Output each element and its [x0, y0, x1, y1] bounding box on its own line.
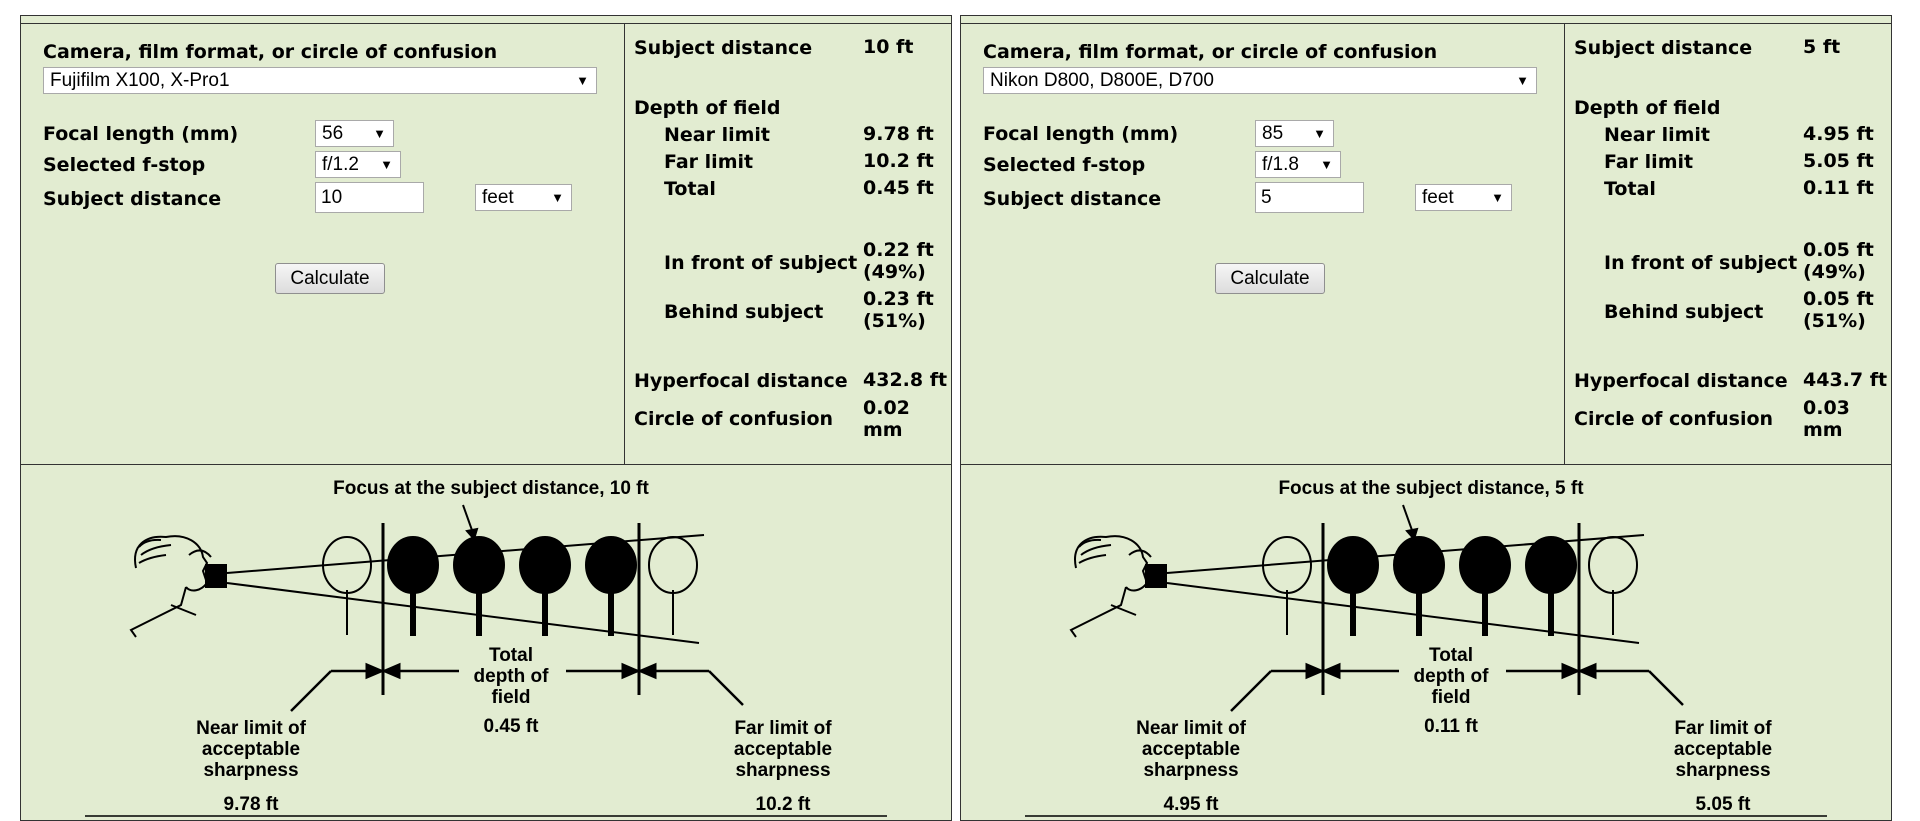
chevron-down-icon: ▼: [1516, 73, 1529, 88]
camera-label: Camera, film format, or circle of confusion: [43, 41, 498, 63]
distance-unit-select[interactable]: [1415, 184, 1512, 211]
total-label: Total: [664, 178, 716, 200]
result-subject-distance-label: Subject distance: [634, 37, 813, 59]
chevron-down-icon: ▼: [576, 73, 589, 88]
fstop-value: f/1.8: [1262, 154, 1299, 175]
subject-distance-label: Subject distance: [43, 188, 222, 210]
hyperfocal-label: Hyperfocal distance: [634, 370, 848, 392]
total-dof-line3: field: [1431, 687, 1471, 708]
focus-caption: Focus at the subject distance, 10 ft: [333, 478, 649, 499]
dof-calculator-left: [20, 15, 952, 821]
hyperfocal-value: 443.7 ft: [1803, 369, 1888, 391]
distance-unit-value: feet: [482, 187, 514, 208]
near-limit-diagram-value: 9.78 ft: [223, 794, 279, 815]
dof-diagram: [21, 465, 951, 821]
far-limit-diagram-value: 5.05 ft: [1695, 794, 1751, 815]
total-dof-line3: field: [491, 687, 531, 708]
near-limit-diagram-value: 4.95 ft: [1163, 794, 1219, 815]
dof-calculator-right: [960, 15, 1892, 821]
focus-arrow: [463, 505, 477, 539]
in-front-label: In front of subject: [664, 252, 858, 274]
chevron-down-icon: ▼: [1320, 157, 1333, 172]
far-limit-line2: acceptable: [1673, 739, 1773, 760]
near-limit-value: 4.95 ft: [1803, 123, 1874, 145]
focal-length-select[interactable]: [1255, 120, 1334, 147]
fstop-value: f/1.2: [322, 154, 359, 175]
total-dof-value: 0.11 ft: [1424, 716, 1478, 737]
far-limit-line1: Far limit of: [1674, 718, 1772, 739]
camera-select-value: Nikon D800, D800E, D700: [990, 70, 1214, 91]
coc-value: 0.03: [1803, 397, 1850, 419]
coc-unit: mm: [863, 419, 903, 441]
coc-label: Circle of confusion: [634, 408, 834, 430]
total-value: 0.11 ft: [1803, 177, 1874, 199]
chevron-down-icon: ▼: [1491, 190, 1504, 205]
subject-distance-label: Subject distance: [983, 188, 1162, 210]
near-limit-line1: Near limit of: [196, 718, 306, 739]
chevron-down-icon: ▼: [380, 157, 393, 172]
behind-label: Behind subject: [664, 301, 824, 323]
fstop-select[interactable]: [315, 151, 401, 178]
fstop-label: Selected f-stop: [983, 154, 1146, 176]
behind-percent: (51%): [863, 310, 926, 332]
camera-label: Camera, film format, or circle of confusion: [983, 41, 1438, 63]
far-limit-label: Far limit: [664, 151, 754, 173]
camera-select[interactable]: [983, 67, 1537, 94]
coc-label: Circle of confusion: [1574, 408, 1774, 430]
calculate-button[interactable]: Calculate: [1215, 263, 1325, 294]
distance-unit-value: feet: [1422, 187, 1454, 208]
trees: [323, 537, 697, 635]
chevron-down-icon: ▼: [373, 126, 386, 141]
behind-value: 0.05 ft: [1803, 288, 1874, 310]
far-limit-line1: Far limit of: [734, 718, 832, 739]
result-subject-distance-value: 5 ft: [1803, 36, 1841, 58]
far-limit-line3: sharpness: [1675, 760, 1771, 781]
coc-unit: mm: [1803, 419, 1843, 441]
focal-length-value: 56: [322, 123, 344, 144]
fstop-label: Selected f-stop: [43, 154, 206, 176]
subject-distance-input[interactable]: 10: [315, 182, 424, 213]
behind-label: Behind subject: [1604, 301, 1764, 323]
near-limit-label: Near limit: [664, 124, 771, 146]
total-dof-line1: Total: [489, 645, 533, 666]
camera-select[interactable]: [43, 67, 597, 94]
in-front-value: 0.05 ft: [1803, 239, 1874, 261]
far-limit-line3: sharpness: [735, 760, 831, 781]
in-front-percent: (49%): [1803, 261, 1866, 283]
behind-value: 0.23 ft: [863, 288, 934, 310]
dof-diagram: [961, 465, 1891, 821]
photographer-icon: [1071, 536, 1166, 637]
subject-distance-input[interactable]: 5: [1255, 182, 1364, 213]
near-limit-line1: Near limit of: [1136, 718, 1246, 739]
dof-heading: Depth of field: [1574, 97, 1721, 119]
far-limit-line2: acceptable: [733, 739, 833, 760]
near-limit-line2: acceptable: [201, 739, 301, 760]
result-subject-distance-label: Subject distance: [1574, 37, 1753, 59]
far-limit-value: 5.05 ft: [1803, 150, 1874, 172]
hyperfocal-label: Hyperfocal distance: [1574, 370, 1788, 392]
photographer-icon: [131, 536, 226, 637]
result-subject-distance-value: 10 ft: [863, 36, 914, 58]
total-value: 0.45 ft: [863, 177, 934, 199]
total-dof-line2: depth of: [473, 666, 549, 687]
near-limit-line2: acceptable: [1141, 739, 1241, 760]
fstop-select[interactable]: [1255, 151, 1341, 178]
in-front-value: 0.22 ft: [863, 239, 934, 261]
far-limit-diagram-value: 10.2 ft: [755, 794, 811, 815]
focal-length-select[interactable]: [315, 120, 394, 147]
focus-caption: Focus at the subject distance, 5 ft: [1278, 478, 1584, 499]
focus-arrow: [1403, 505, 1417, 539]
near-limit-line3: sharpness: [203, 760, 299, 781]
hyperfocal-value: 432.8 ft: [863, 369, 948, 391]
chevron-down-icon: ▼: [1313, 126, 1326, 141]
chevron-down-icon: ▼: [551, 190, 564, 205]
far-limit-label: Far limit: [1604, 151, 1694, 173]
focal-length-label: Focal length (mm): [983, 123, 1179, 145]
total-dof-line2: depth of: [1413, 666, 1489, 687]
in-front-percent: (49%): [863, 261, 926, 283]
calculate-button[interactable]: Calculate: [275, 263, 385, 294]
near-limit-line3: sharpness: [1143, 760, 1239, 781]
far-limit-value: 10.2 ft: [863, 150, 934, 172]
total-label: Total: [1604, 178, 1656, 200]
dof-heading: Depth of field: [634, 97, 781, 119]
near-limit-label: Near limit: [1604, 124, 1711, 146]
in-front-label: In front of subject: [1604, 252, 1798, 274]
focal-length-label: Focal length (mm): [43, 123, 239, 145]
total-dof-line1: Total: [1429, 645, 1473, 666]
distance-unit-select[interactable]: [475, 184, 572, 211]
total-dof-value: 0.45 ft: [483, 716, 539, 737]
camera-select-value: Fujifilm X100, X-Pro1: [50, 70, 230, 91]
trees: [1263, 537, 1637, 635]
focal-length-value: 85: [1262, 123, 1284, 144]
behind-percent: (51%): [1803, 310, 1866, 332]
near-limit-value: 9.78 ft: [863, 123, 934, 145]
coc-value: 0.02: [863, 397, 910, 419]
